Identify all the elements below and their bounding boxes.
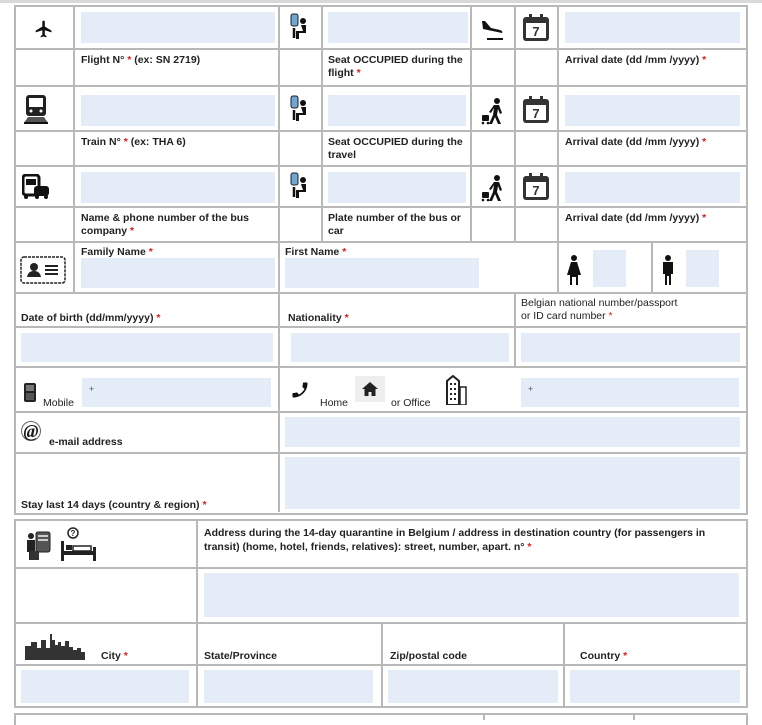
national-number-input[interactable] xyxy=(521,333,740,362)
col-divider xyxy=(196,520,198,707)
train-icon xyxy=(16,90,56,128)
row-divider xyxy=(15,567,747,569)
bus-arrival-date-input[interactable] xyxy=(565,172,740,203)
row-divider xyxy=(15,48,747,50)
train-seat-input[interactable] xyxy=(328,95,466,126)
row-divider xyxy=(15,165,747,167)
row-divider xyxy=(15,241,747,243)
city-label: City * xyxy=(101,650,128,662)
family-name-input[interactable] xyxy=(81,258,275,288)
zip-label: Zip/postal code xyxy=(390,650,468,662)
dob-label: Date of birth (dd/mm/yyyy) * xyxy=(21,312,161,324)
state-label: State/Province xyxy=(204,650,277,662)
col-divider xyxy=(278,242,280,512)
bus-company-input[interactable] xyxy=(81,172,275,203)
traveler-luggage-icon xyxy=(472,171,514,205)
flight-seat-label: Seat OCCUPIED during the flight * xyxy=(328,54,463,79)
col-divider xyxy=(557,6,559,242)
col-divider xyxy=(381,623,383,707)
row-divider xyxy=(15,292,747,294)
flight-arrival-label: Arrival date (dd /mm /yyyy) * xyxy=(565,54,707,66)
traveler-luggage-icon xyxy=(472,94,514,128)
plate-number-label: Plate number of the bus or car xyxy=(328,212,462,237)
zip-input[interactable] xyxy=(388,670,558,703)
family-name-label: Family Name * xyxy=(81,246,153,258)
plane-landing-icon xyxy=(472,12,514,46)
col-divider xyxy=(563,623,565,707)
row-divider xyxy=(15,85,747,87)
col-divider xyxy=(321,6,323,242)
landline-prefix: + xyxy=(528,384,534,394)
male-checkbox[interactable] xyxy=(686,250,719,287)
col-divider xyxy=(514,293,516,367)
flight-arrival-date-input[interactable] xyxy=(565,12,740,43)
calendar-icon xyxy=(516,11,556,45)
seat-passenger-icon xyxy=(280,169,320,203)
nationality-label: Nationality * xyxy=(288,312,349,324)
office-building-icon xyxy=(444,374,468,406)
email-input[interactable] xyxy=(285,417,740,447)
row-divider xyxy=(15,452,747,454)
city-input[interactable] xyxy=(21,670,189,703)
next-table xyxy=(14,713,748,725)
landline-number-input[interactable] xyxy=(521,378,739,407)
quarantine-hotel-icon xyxy=(20,526,98,562)
bus-company-label: Name & phone number of the bus company * xyxy=(81,212,250,237)
train-number-label: Train N° * (ex: THA 6) xyxy=(81,136,186,148)
phone-handset-icon xyxy=(285,377,315,403)
female-checkbox[interactable] xyxy=(593,250,626,287)
seat-passenger-icon xyxy=(280,92,320,126)
country-label: Country * xyxy=(580,650,628,662)
male-icon xyxy=(656,253,680,287)
col-divider xyxy=(557,242,559,293)
train-number-input[interactable] xyxy=(81,95,275,126)
house-icon xyxy=(355,376,385,402)
mobile-number-input[interactable] xyxy=(82,378,271,407)
top-edge xyxy=(0,0,762,3)
train-arrival-label: Arrival date (dd /mm /yyyy) * xyxy=(565,136,707,148)
flight-number-input[interactable] xyxy=(81,12,275,43)
col-divider xyxy=(73,6,75,242)
first-name-label: First Name * xyxy=(285,246,347,258)
col-divider xyxy=(73,242,75,293)
address-input[interactable] xyxy=(204,573,739,617)
stay-label: Stay last 14 days (country & region) * xyxy=(21,499,207,511)
mobile-phone-icon xyxy=(22,381,38,403)
state-input[interactable] xyxy=(204,670,373,703)
svg-text:7: 7 xyxy=(532,183,540,198)
seat-passenger-icon xyxy=(280,10,320,44)
dob-input[interactable] xyxy=(21,333,273,362)
address-label: Address during the 14-day quarantine in Belgium / address in destination country (for passengers in transit) (home, hotel, friends, relatives): street, number, apart. n° * xyxy=(204,527,706,553)
svg-text:?: ? xyxy=(70,529,76,538)
national-number-label: Belgian national number/passport or ID card number * xyxy=(521,297,678,322)
train-seat-label: Seat OCCUPIED during the travel xyxy=(328,136,463,161)
office-label: or Office xyxy=(391,397,431,409)
svg-text:7: 7 xyxy=(532,106,540,121)
female-icon xyxy=(562,253,586,287)
row-divider xyxy=(15,326,747,328)
row-divider xyxy=(15,130,747,132)
plate-number-input[interactable] xyxy=(328,172,466,203)
row-divider xyxy=(15,206,747,208)
row-divider xyxy=(15,411,747,413)
calendar-icon xyxy=(516,93,556,127)
col-divider xyxy=(483,714,485,720)
col-divider xyxy=(633,714,635,720)
id-card-icon xyxy=(20,255,66,285)
bus-car-icon xyxy=(16,170,56,204)
home-label: Home xyxy=(320,397,349,409)
mobile-prefix: + xyxy=(89,384,95,394)
nationality-input[interactable] xyxy=(291,333,509,362)
country-input[interactable] xyxy=(570,670,740,703)
calendar-icon xyxy=(516,170,556,204)
first-name-input[interactable] xyxy=(285,258,479,288)
bus-arrival-label: Arrival date (dd /mm /yyyy) * xyxy=(565,212,707,224)
row-divider xyxy=(15,366,747,368)
airplane-icon xyxy=(16,14,72,44)
train-arrival-date-input[interactable] xyxy=(565,95,740,126)
at-sign-icon: @ xyxy=(20,420,42,442)
mobile-label: Mobile xyxy=(43,397,74,409)
flight-seat-input[interactable] xyxy=(328,12,468,43)
col-divider xyxy=(651,242,653,293)
stay-input[interactable] xyxy=(285,457,740,509)
svg-text:7: 7 xyxy=(532,24,540,39)
email-label: e-mail address xyxy=(49,436,123,448)
flight-number-label: Flight N° * (ex: SN 2719) xyxy=(81,54,201,66)
city-skyline-icon xyxy=(24,631,96,661)
